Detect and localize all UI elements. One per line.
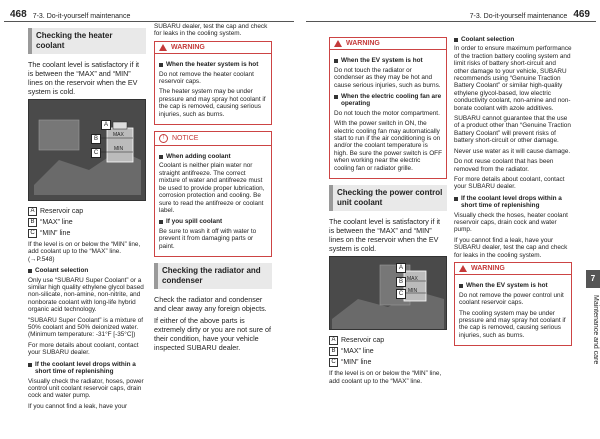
pcu-drop-heading: If the coolant level drops within a short time of replenishing (454, 195, 572, 210)
warning-triangle-icon (334, 40, 342, 47)
pcu-add-coolant-note: If the level is on or below the “MIN” line, add coolant up to the “MAX” line. (329, 370, 442, 385)
bullet-square-icon (28, 363, 32, 367)
section-heading-pcu-coolant: Checking the power control unit coolant (329, 185, 447, 211)
coolant-drop-text: If you cannot find a leak, have your (28, 402, 128, 410)
right-page-header (470, 0, 596, 20)
figure-label-b: B (91, 134, 101, 144)
left-header-rule (4, 21, 294, 22)
pcu-selection-text: Never use water as it will cause damage. (454, 147, 571, 155)
pcu-reservoir-figure (329, 256, 447, 330)
coolant-drop-heading: If the coolant level drops within a short time of replenishing (28, 361, 146, 376)
bullet-square-icon (459, 284, 463, 288)
pcu-drop-text: Visually check the hoses, heater coolant reservoir caps, drain cock and water pump. (454, 211, 568, 234)
left-chapter-title: 7-3. Do-it-yourself maintenance (32, 13, 131, 20)
bullet-square-icon (159, 155, 163, 159)
notice-box: ! NOTICE When adding coolant Coolant is neither plain water nor straight antifreeze. The correct mixture of water and antifreeze must be used to provide proper lubrication, corrosion protection and cooling. Be sure to read the antifreeze or coolant label. If you spill coolant Be sure to wash it off with water to prevent it from damaging parts or paint. (154, 131, 272, 257)
legend-item: B “MAX” line (329, 347, 447, 356)
figure-label-a: A (101, 120, 111, 130)
coolant-selection-text: “SUBARU Super Coolant” is a mixture of 50% coolant and 50% deionized water. (Minimum temperature: -31°F [-35°C]) (28, 316, 144, 339)
legend-item: B “MAX” line (28, 218, 146, 227)
pcu-coolant-intro: The coolant level is satisfactory if it is between the “MAX” and “MIN” lines on the reservoir when the EV system is cold. (329, 217, 441, 254)
heater-coolant-intro: The coolant level is satisfactory if it is between the “MAX” and “MIN” lines on the reservoir when the EV system is cold. (28, 60, 140, 96)
column-1 (28, 26, 146, 413)
pcu-coolant-selection-heading: Coolant selection (454, 36, 572, 43)
pcu-selection-text: Do not reuse coolant that has been removed from the radiator. (454, 158, 554, 173)
heater-reservoir-figure (28, 99, 146, 201)
bullet-square-icon (159, 220, 163, 224)
right-page-number: 469 (573, 9, 590, 20)
warning-triangle-icon (159, 44, 167, 51)
legend-item: A Reservoir cap (329, 336, 447, 345)
section-heading-radiator: Checking the radiator and condenser (154, 263, 272, 289)
coolant-selection-heading: Coolant selection (28, 267, 146, 274)
legend-item: C “MIN” line (28, 229, 146, 238)
warning-box-heater: WARNING When the heater system is hot Do not remove the heater coolant reservoir caps. The heater system may be under pressure and may spray hot coolant if the cap is removed, causing serious injuries, such as burns. (154, 41, 272, 125)
bullet-square-icon (454, 38, 458, 42)
figure-label-a: A (396, 263, 406, 273)
coolant-selection-text: For more details about coolant, contact your SUBARU dealer. (28, 341, 139, 357)
legend-item: C “MIN” line (329, 358, 447, 367)
column-4 (454, 32, 572, 352)
section-heading-heater-coolant: Checking the heater coolant (28, 28, 146, 54)
chapter-side-title: Maintenance and care (592, 295, 599, 365)
legend-item: A Reservoir cap (28, 207, 146, 216)
pcu-selection-text: In order to ensure maximum performance of the traction battery cooling system and limit risks of battery short-circuit and other damage to your vehicle, SUBARU recommends using “Genuine Traction Battery Coolant” or similar high-quality ethylene glycol-based, low electric conductivity coolant, non-amine and non-borate coolant with azole additives. (454, 45, 572, 112)
radiator-text: If either of the above parts is extremely dirty or you are not sure of their condition, have your vehicle inspected SUBARU dealer. (154, 315, 272, 352)
bullet-square-icon (334, 95, 338, 99)
warning-triangle-icon (459, 265, 467, 272)
warning-box-pcu: WARNING When the EV system is hot Do not remove the power control unit coolant reservoir caps. The cooling system may be under pressure and may spray hot coolant if the cap is removed, causing serious injuries, such as burns. (454, 262, 572, 346)
pcu-selection-text: For more details about coolant, contact your SUBARU dealer. (454, 175, 565, 191)
engine-bay-illustration (330, 257, 446, 329)
bullet-square-icon (334, 59, 338, 63)
warning-box-ev: WARNING When the EV system is hot Do not touch the radiator or condenser as they may be hot and cause serious injuries, such as burns. When the electric cooling fan are operating Do not touch the motor compartment. With the power switch in ON, the electric cooling fan may automatically start to run if the air conditioning is on and/or the coolant temperature is high. Be sure the power switch is OFF when working near the electric cooling fan or radiator grille. (329, 37, 447, 179)
coolant-selection-text: Only use “SUBARU Super Coolant” or a similar high quality ethylene glycol based non-silicate, non-amine, non-nitrite, and nonborate coolant with long-life hybrid organic acid technology. (28, 276, 144, 314)
bullet-square-icon (159, 63, 163, 67)
bullet-square-icon (454, 197, 458, 201)
figure-max-marking: MAX (113, 132, 124, 138)
figure-label-c: C (396, 289, 406, 299)
chapter-tab: 7 (586, 270, 600, 288)
heater-add-coolant-note: If the level is on or below the “MIN” line, add coolant up to the “MAX” line. (→P.548) (28, 241, 141, 263)
left-page-number: 468 (10, 9, 27, 20)
right-chapter-title: 7-3. Do-it-yourself maintenance (469, 13, 568, 20)
pcu-selection-text: SUBARU cannot guarantee that the use of a product other than “Genuine Traction Battery Coolant” will prevent risks of battery short-circuit or other damage. (454, 115, 571, 145)
left-page-header (4, 0, 130, 20)
figure-label-b: B (396, 277, 406, 287)
notice-icon: ! (159, 134, 168, 143)
heater-cont-text: SUBARU dealer, test the cap and check for leaks in the cooling system. (154, 23, 268, 38)
figure-label-c: C (91, 148, 101, 158)
figure-max-marking: MAX (407, 276, 418, 283)
figure-min-marking: MIN (114, 146, 124, 152)
column-3 (329, 34, 447, 388)
right-header-rule (306, 21, 596, 22)
engine-bay-illustration (29, 100, 145, 200)
coolant-drop-text: Visually check the radiator, hoses, power control unit coolant reservoir caps, drain cock and water pump. (28, 377, 144, 400)
bullet-square-icon (28, 269, 32, 273)
column-2 (154, 23, 272, 355)
pcu-drop-text: If you cannot find a leak, have your SUBARU dealer, test the cap and check for leaks in the cooling system. (454, 236, 568, 259)
radiator-text: Check the radiator and condenser and clear away any foreign objects. (154, 294, 267, 313)
figure-min-marking: MIN (408, 288, 418, 295)
